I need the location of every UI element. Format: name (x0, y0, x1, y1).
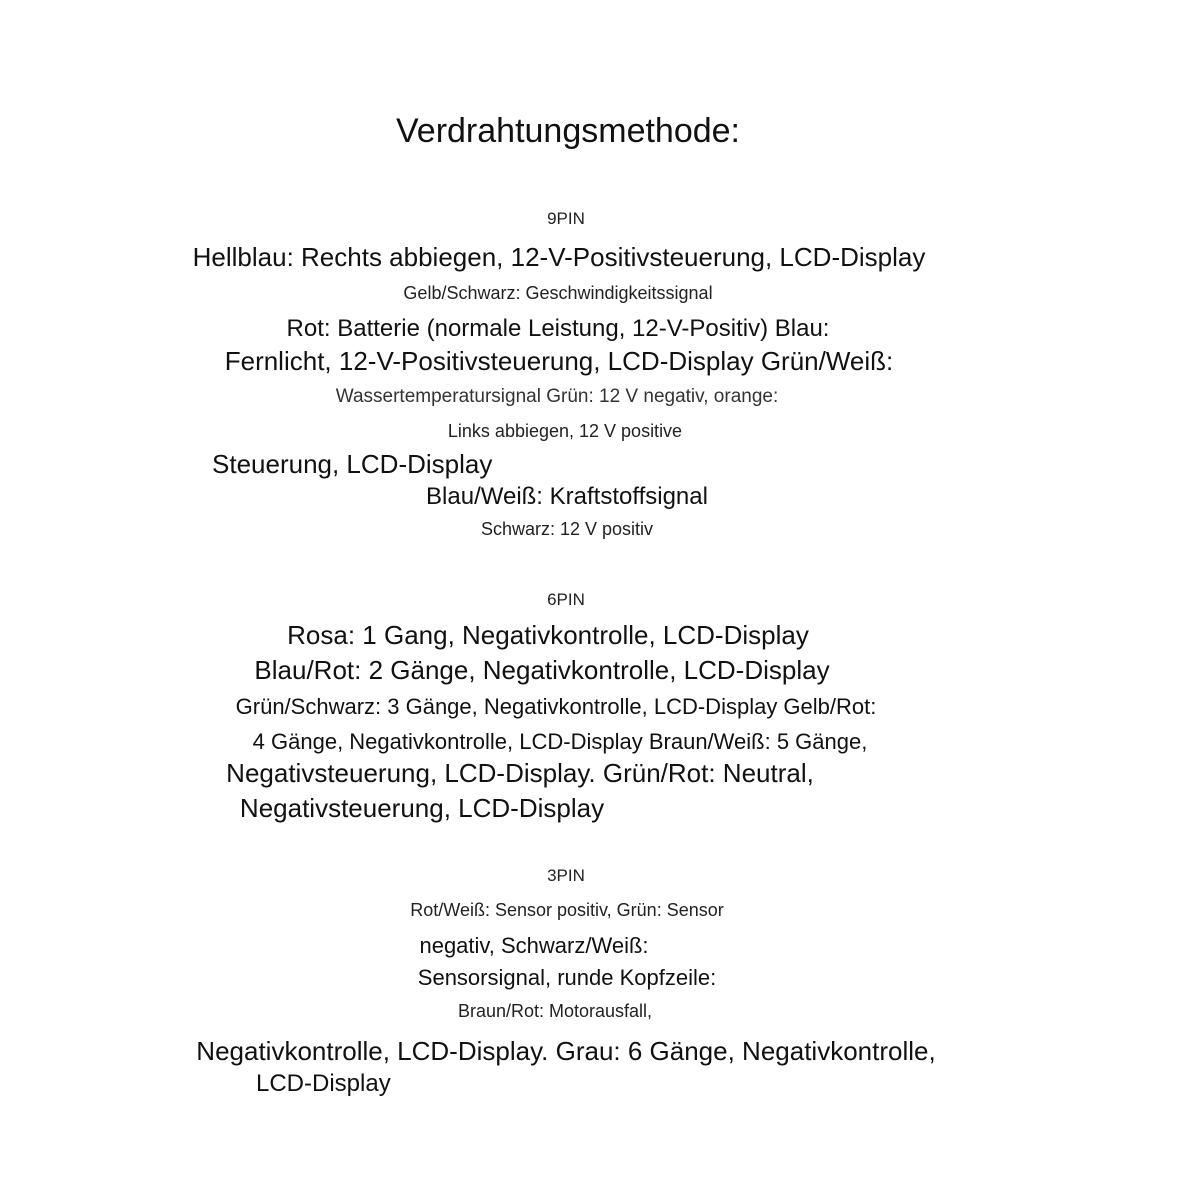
section-label-6pin: 6PIN (547, 590, 585, 609)
text-line: Sensorsignal, runde Kopfzeile: (417, 965, 717, 990)
text-line: Blau/Weiß: Kraftstoffsignal (426, 483, 708, 510)
section-label-3pin: 3PIN (547, 866, 585, 885)
text-line: Links abbiegen, 12 V positive (447, 421, 683, 441)
text-line: Negativkontrolle, LCD-Display. Grau: 6 Gänge, Negativkontrolle, (196, 1036, 936, 1066)
text-line: 4 Gänge, Negativkontrolle, LCD-Display Braun/Weiß: 5 Gänge, (252, 729, 868, 754)
text-line: Hellblau: Rechts abbiegen, 12-V-Positivsteuerung, LCD-Display (192, 242, 926, 272)
text-line: Braun/Rot: Motorausfall, (457, 1001, 653, 1021)
page-title: Verdrahtungsmethode: (395, 112, 741, 150)
text-line: Rot/Weiß: Sensor positiv, Grün: Sensor (410, 900, 724, 920)
section-label-9pin: 9PIN (547, 209, 585, 228)
text-line: Gelb/Schwarz: Geschwindigkeitssignal (403, 283, 713, 303)
text-line: Rosa: 1 Gang, Negativkontrolle, LCD-Display (287, 620, 809, 650)
text-line: Steuerung, LCD-Display (212, 449, 493, 479)
text-line: LCD-Display (256, 1070, 391, 1097)
text-line: Rot: Batterie (normale Leistung, 12-V-Positiv) Blau: (286, 315, 830, 342)
text-line: negativ, Schwarz/Weiß: (419, 933, 649, 958)
text-line: Wassertemperatursignal Grün: 12 V negativ, orange: (335, 386, 779, 407)
text-line: Negativsteuerung, LCD-Display (239, 793, 605, 823)
text-line: Negativsteuerung, LCD-Display. Grün/Rot: Neutral, (226, 758, 814, 788)
text-line: Blau/Rot: 2 Gänge, Negativkontrolle, LCD-Display (254, 655, 830, 685)
text-line: Grün/Schwarz: 3 Gänge, Negativkontrolle, LCD-Display Gelb/Rot: (235, 694, 877, 719)
text-line: Fernlicht, 12-V-Positivsteuerung, LCD-Display Grün/Weiß: (224, 346, 894, 376)
text-line: Schwarz: 12 V positiv (480, 519, 654, 539)
